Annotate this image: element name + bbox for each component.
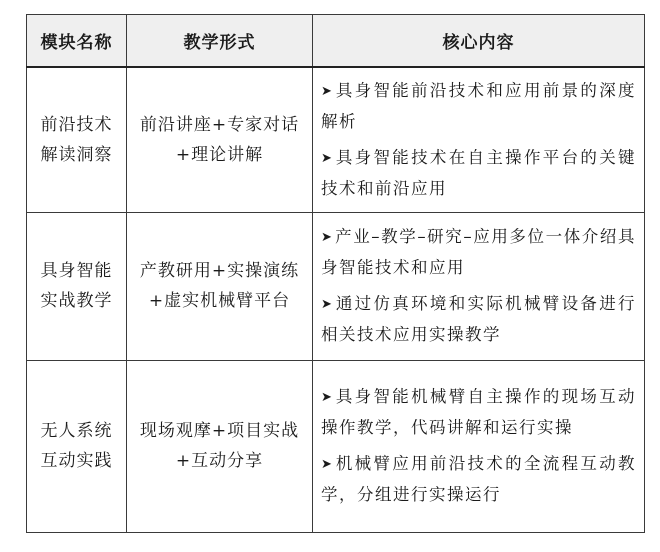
header-row xyxy=(27,15,645,67)
content-point xyxy=(321,76,636,137)
module-name-cell: 无人系统互动实践 xyxy=(27,360,127,532)
content-point xyxy=(321,222,636,283)
header-core-content: 核心内容 xyxy=(313,15,645,67)
core-content-cell xyxy=(313,360,645,532)
content-point xyxy=(321,143,636,204)
core-content-cell xyxy=(313,67,645,213)
content-point-text: 机械臂应用前沿技术的全流程互动教学，分组进行实操运行 xyxy=(321,454,636,504)
header-module-name: 模块名称 xyxy=(27,15,127,67)
table-row xyxy=(27,360,645,532)
content-point xyxy=(321,449,636,510)
arrowhead-bullet-icon: ➤ xyxy=(321,150,332,166)
table-row xyxy=(27,212,645,360)
content-point-text: 产业–教学–研究–应用多位一体介绍具身智能技术和应用 xyxy=(321,227,636,277)
content-point-text: 具身智能前沿技术和应用前景的深度解析 xyxy=(321,80,636,131)
arrowhead-bullet-icon: ➤ xyxy=(321,230,332,245)
content-point-text: 具身智能技术在自主操作平台的关键技术和前沿应用 xyxy=(321,147,636,198)
content-point xyxy=(321,289,636,350)
header-teaching-form: 教学形式 xyxy=(127,15,313,67)
teaching-form-cell: 前沿讲座+专家对话+理论讲解 xyxy=(127,67,313,213)
content-point xyxy=(321,382,636,443)
arrowhead-bullet-icon: ➤ xyxy=(321,297,332,312)
module-name-cell: 具身智能实战教学 xyxy=(27,212,127,360)
arrowhead-bullet-icon: ➤ xyxy=(321,457,332,472)
content-point-text: 通过仿真环境和实际机械臂设备进行相关技术应用实操教学 xyxy=(321,294,636,344)
content-point-text: 具身智能机械臂自主操作的现场互动操作教学，代码讲解和运行实操 xyxy=(321,387,636,437)
teaching-form-cell: 产教研用+实操演练+虚实机械臂平台 xyxy=(127,212,313,360)
arrowhead-bullet-icon: ➤ xyxy=(321,390,332,405)
arrowhead-bullet-icon: ➤ xyxy=(321,83,332,99)
core-content-cell xyxy=(313,212,645,360)
course-module-table xyxy=(26,14,645,533)
table-row xyxy=(27,67,645,213)
teaching-form-cell: 现场观摩+项目实战+互动分享 xyxy=(127,360,313,532)
module-name-cell: 前沿技术解读洞察 xyxy=(27,67,127,213)
